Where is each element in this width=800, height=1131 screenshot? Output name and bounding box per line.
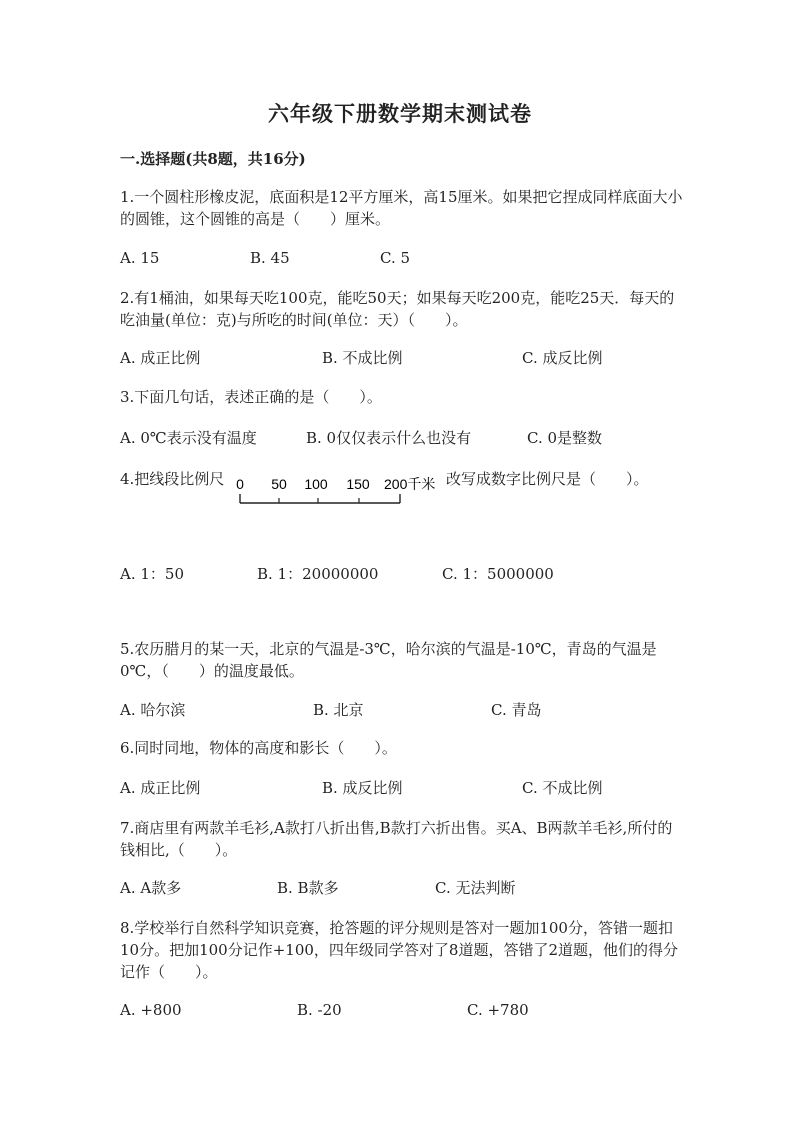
question-2: 2.有1桶油，如果每天吃100克，能吃50天；如果每天吃200克，能吃25天．每天的吃油量(单位：克)与所吃的时间(单位：天）（ ）。 [120,289,675,329]
option-b: B. 不成比例 [322,349,403,367]
line-scale-bar [234,474,444,508]
option-b: B. 1：20000000 [257,565,379,583]
option-b: B. -20 [297,1001,342,1019]
option-c: C. 0是整数 [527,429,603,447]
option-a: A. 成正比例 [120,349,201,367]
scale-label-0: 0 [236,476,244,492]
option-a: A. A款多 [120,879,182,897]
option-a: A. 成正比例 [120,779,201,797]
scale-label-100: 100 [304,476,328,492]
section-heading: 一.选择题(共8题，共16分) [120,150,306,168]
scale-label-50: 50 [271,476,287,492]
option-a: A. 哈尔滨 [120,701,186,719]
question-4-after: 改写成数字比例尺是（ ）。 [446,470,649,488]
question-5: 5.农历腊月的某一天，北京的气温是-3℃，哈尔滨的气温是-10℃，青岛的气温是0℃，（ ）的温度最低。 [120,640,657,680]
option-a: A. 15 [120,249,160,267]
question-4-before: 4.把线段比例尺 [120,470,225,488]
question-6: 6.同时同地，物体的高度和影长（ ）。 [120,739,397,757]
option-c: C. 无法判断 [435,879,516,897]
option-c: C. 5 [380,249,411,267]
question-1: 1.一个圆柱形橡皮泥，底面积是12平方厘米，高15厘米。如果把它捏成同样底面大小的圆锥，这个圆锥的高是（ ）厘米。 [120,188,683,228]
option-b: B. 0仅仅表示什么也没有 [306,429,472,447]
scale-label-150: 150 [346,476,370,492]
page-title: 六年级下册数学期末测试卷 [268,101,532,126]
question-3: 3.下面几句话，表述正确的是（ ）。 [120,388,382,406]
option-c: C. 1：5000000 [442,565,554,583]
option-c: C. 成反比例 [522,349,603,367]
option-b: B. 45 [250,249,290,267]
option-c: C. 不成比例 [522,779,603,797]
option-c: C. 青岛 [491,701,542,719]
question-7: 7.商店里有两款羊毛衫,A款打八折出售,B款打六折出售。买A、B两款羊毛衫,所付的钱相比,（ ）。 [120,819,673,859]
option-b: B. B款多 [277,879,339,897]
option-b: B. 北京 [313,701,364,719]
option-a: A. +800 [120,1001,182,1019]
scale-label-200: 200千米 [384,476,436,492]
option-a: A. 1：50 [120,565,184,583]
question-8: 8.学校举行自然科学知识竞赛，抢答题的评分规则是答对一题加100分，答错一题扣10分。把加100分记作+100，四年级同学答对了8道题，答错了2道题，他们的得分记作（ ）。 [120,919,679,981]
option-a: A. 0℃表示没有温度 [120,429,257,447]
option-c: C. +780 [467,1001,529,1019]
option-b: B. 成反比例 [322,779,403,797]
